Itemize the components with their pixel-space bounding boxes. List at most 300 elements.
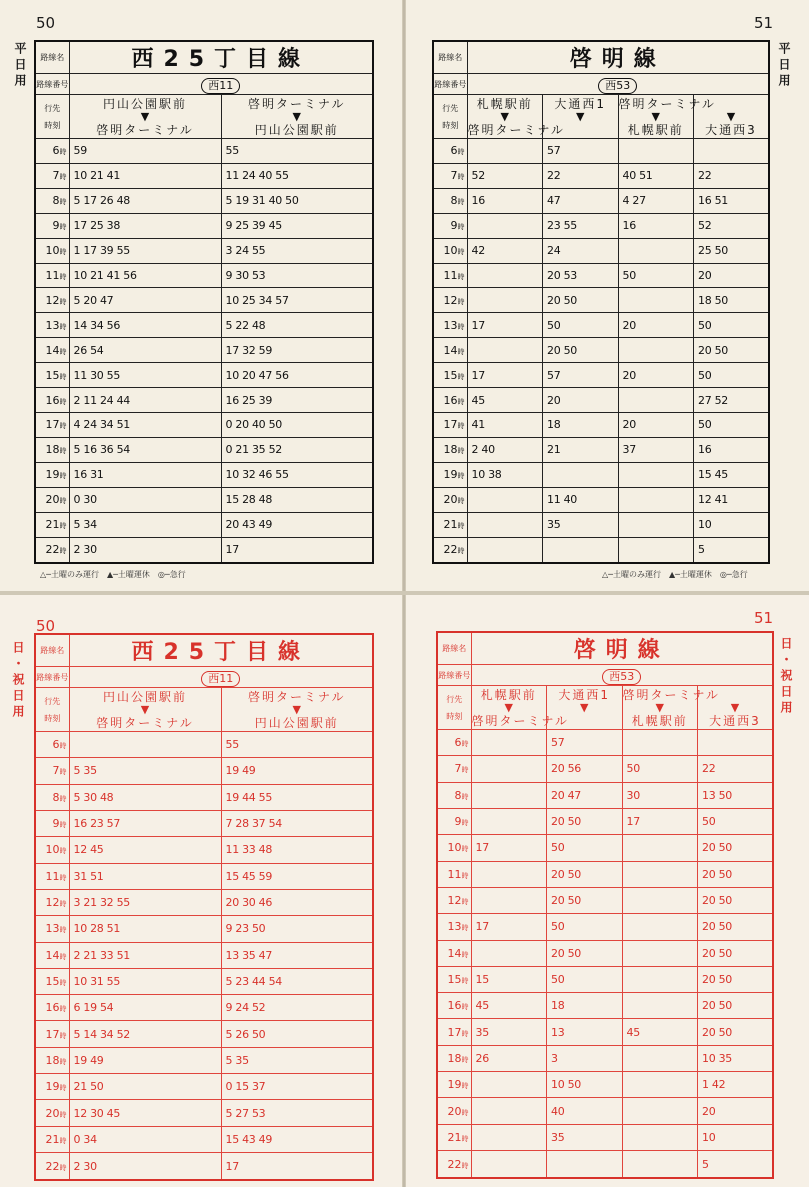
down-arrow-icon: ▼ xyxy=(504,700,513,714)
hour-number: 16 xyxy=(45,393,60,407)
hour-number: 17 xyxy=(443,418,458,432)
minutes-cell: 26 54 xyxy=(69,338,221,363)
down-arrow-icon: ▼ xyxy=(580,700,589,714)
hour-cell xyxy=(35,139,69,164)
hour-cell xyxy=(35,213,69,238)
minutes-cell: 2 30 xyxy=(69,1153,221,1181)
hour-row xyxy=(35,732,373,758)
hour-cell xyxy=(35,810,69,836)
hour-number: 13 xyxy=(447,920,462,934)
minutes-cell xyxy=(622,861,698,887)
hour-row xyxy=(35,313,373,338)
hour-cell xyxy=(35,863,69,889)
hour-suffix: 時 xyxy=(457,347,465,356)
hour-number: 16 xyxy=(447,999,462,1013)
hour-suffix: 時 xyxy=(461,871,469,880)
minutes-cell xyxy=(471,861,547,887)
route-number-label: 路線番号 xyxy=(437,665,471,686)
hour-suffix: 時 xyxy=(59,1005,67,1014)
time-label-text: 時刻 xyxy=(442,120,459,130)
hour-number: 22 xyxy=(45,1159,60,1173)
hour-number: 7 xyxy=(450,169,458,183)
hour-suffix: 時 xyxy=(457,173,465,182)
minutes-cell: 20 50 xyxy=(698,993,774,1019)
hour-number: 16 xyxy=(443,393,458,407)
hour-suffix: 時 xyxy=(59,742,67,751)
hour-number: 12 xyxy=(45,293,60,307)
hour-row xyxy=(437,914,773,940)
side-label: 平日用 xyxy=(777,42,791,90)
hour-row xyxy=(35,758,373,784)
minutes-cell xyxy=(694,139,770,164)
hour-cell xyxy=(35,288,69,313)
hour-cell xyxy=(437,993,471,1019)
hour-number: 8 xyxy=(450,194,458,208)
hour-row xyxy=(433,238,769,263)
page-51-holiday xyxy=(406,595,809,1187)
minutes-cell: 20 56 xyxy=(547,756,623,782)
hour-suffix: 時 xyxy=(457,198,465,207)
hour-suffix: 時 xyxy=(461,792,469,801)
minutes-cell: 16 25 39 xyxy=(221,388,373,413)
page-number: 51 xyxy=(754,609,774,627)
minutes-cell: 50 xyxy=(618,263,694,288)
minutes-cell: 20 50 xyxy=(547,861,623,887)
hour-suffix: 時 xyxy=(59,1163,67,1172)
hour-row xyxy=(433,437,769,462)
minutes-cell: 20 xyxy=(618,363,694,388)
minutes-cell: 27 52 xyxy=(694,388,770,413)
hour-suffix: 時 xyxy=(59,198,67,207)
minutes-cell: 13 35 47 xyxy=(221,942,373,968)
hour-row xyxy=(35,837,373,863)
hour-row xyxy=(433,313,769,338)
hour-suffix: 時 xyxy=(461,898,469,907)
down-arrow-icon: ▼ xyxy=(140,109,150,123)
hour-cell xyxy=(35,732,69,758)
minutes-cell: 21 xyxy=(543,437,619,462)
hour-suffix: 時 xyxy=(59,847,67,856)
minutes-cell: 16 xyxy=(618,213,694,238)
hour-number: 12 xyxy=(45,896,60,910)
minutes-cell xyxy=(471,730,547,756)
hour-cell xyxy=(35,758,69,784)
side-label: 平日用 xyxy=(13,42,27,90)
minutes-cell: 30 xyxy=(622,782,698,808)
hour-number: 6 xyxy=(52,738,60,752)
minutes-cell: 20 50 xyxy=(547,887,623,913)
hour-cell xyxy=(35,1153,69,1181)
line-name: 啓明線 xyxy=(471,632,773,665)
hour-suffix: 時 xyxy=(59,322,67,331)
hour-suffix: 時 xyxy=(59,821,67,830)
hour-cell xyxy=(433,213,467,238)
hour-suffix: 時 xyxy=(59,794,67,803)
minutes-cell: 0 21 35 52 xyxy=(221,437,373,462)
hour-suffix: 時 xyxy=(461,1134,469,1143)
destination-label xyxy=(437,686,471,730)
minutes-cell: 50 xyxy=(694,412,770,437)
hour-number: 17 xyxy=(45,1027,60,1041)
hour-number: 14 xyxy=(45,343,60,357)
minutes-cell xyxy=(467,537,543,563)
hour-suffix: 時 xyxy=(457,522,465,531)
minutes-cell: 15 45 59 xyxy=(221,863,373,889)
hour-suffix: 時 xyxy=(461,950,469,959)
hour-number: 18 xyxy=(443,443,458,457)
minutes-cell: 2 40 xyxy=(467,437,543,462)
direction-to: 大通西3 xyxy=(709,713,761,728)
hour-number: 22 xyxy=(447,1157,462,1171)
minutes-cell: 10 31 55 xyxy=(69,968,221,994)
minutes-cell: 42 xyxy=(467,238,543,263)
hour-row xyxy=(437,1072,773,1098)
hour-suffix: 時 xyxy=(59,397,67,406)
minutes-cell: 10 xyxy=(694,512,770,537)
hour-cell xyxy=(433,412,467,437)
minutes-cell: 16 51 xyxy=(694,188,770,213)
minutes-cell: 4 24 34 51 xyxy=(69,412,221,437)
minutes-cell: 50 xyxy=(547,835,623,861)
hour-suffix: 時 xyxy=(59,952,67,961)
minutes-cell: 11 40 xyxy=(543,487,619,512)
minutes-cell xyxy=(618,338,694,363)
hour-row xyxy=(437,993,773,1019)
minutes-cell: 26 xyxy=(471,1045,547,1071)
minutes-cell: 15 28 48 xyxy=(221,487,373,512)
hour-number: 10 xyxy=(45,843,60,857)
minutes-cell: 16 23 57 xyxy=(69,810,221,836)
hour-suffix: 時 xyxy=(461,845,469,854)
minutes-cell: 25 50 xyxy=(694,238,770,263)
page-number: 51 xyxy=(754,14,774,32)
minutes-cell: 12 41 xyxy=(694,487,770,512)
hour-cell xyxy=(433,487,467,512)
page-number: 50 xyxy=(36,617,56,635)
minutes-cell: 17 xyxy=(221,537,373,563)
direction-to: 円山公園駅前 xyxy=(254,715,339,730)
hour-cell xyxy=(433,512,467,537)
minutes-cell: 19 49 xyxy=(221,758,373,784)
hour-cell xyxy=(35,968,69,994)
hour-number: 21 xyxy=(45,1132,60,1146)
minutes-cell: 10 28 51 xyxy=(69,916,221,942)
minutes-cell: 1 42 xyxy=(698,1072,774,1098)
direction-to: 啓明ターミナル xyxy=(467,122,565,137)
hour-number: 22 xyxy=(45,543,60,557)
direction-header xyxy=(471,686,569,730)
hour-number: 9 xyxy=(454,815,462,829)
minutes-cell xyxy=(622,1072,698,1098)
hour-number: 8 xyxy=(52,790,60,804)
route-number-badge: 西11 xyxy=(201,78,240,94)
hour-suffix: 時 xyxy=(59,978,67,987)
timetable xyxy=(436,631,774,1179)
minutes-cell: 0 30 xyxy=(69,487,221,512)
hour-number: 20 xyxy=(45,493,60,507)
minutes-cell: 18 xyxy=(543,412,619,437)
hour-number: 18 xyxy=(45,443,60,457)
direction-header xyxy=(221,688,373,732)
minutes-cell: 5 30 48 xyxy=(69,784,221,810)
hour-cell xyxy=(35,512,69,537)
minutes-cell xyxy=(471,1098,547,1124)
minutes-cell: 20 53 xyxy=(543,263,619,288)
hour-number: 7 xyxy=(52,169,60,183)
hour-cell xyxy=(35,1126,69,1152)
hour-row xyxy=(35,263,373,288)
hour-suffix: 時 xyxy=(461,924,469,933)
hour-suffix: 時 xyxy=(461,1003,469,1012)
minutes-cell: 4 27 xyxy=(618,188,694,213)
destination-label-text: 行先 xyxy=(446,694,463,704)
hour-cell xyxy=(35,338,69,363)
hour-suffix: 時 xyxy=(59,447,67,456)
minutes-cell xyxy=(622,1045,698,1071)
direction-from: 円山公園駅前 xyxy=(102,689,187,704)
hour-row xyxy=(437,808,773,834)
down-arrow-icon: ▼ xyxy=(651,109,660,123)
page-51-weekday xyxy=(406,0,809,591)
minutes-cell: 20 xyxy=(543,388,619,413)
minutes-cell xyxy=(622,1124,698,1150)
minutes-cell xyxy=(471,808,547,834)
direction-from: 札幌駅前 xyxy=(480,687,537,702)
minutes-cell xyxy=(618,537,694,563)
hour-number: 21 xyxy=(447,1130,462,1144)
minutes-cell: 5 23 44 54 xyxy=(221,968,373,994)
minutes-cell xyxy=(622,730,698,756)
direction-from: 啓明ターミナル xyxy=(618,96,716,111)
hour-row xyxy=(35,1074,373,1100)
minutes-cell: 45 xyxy=(622,1019,698,1045)
hour-suffix: 時 xyxy=(457,447,465,456)
hour-number: 20 xyxy=(447,1104,462,1118)
hour-row xyxy=(35,412,373,437)
line-name: 西25丁目線 xyxy=(69,634,373,667)
hour-suffix: 時 xyxy=(59,1110,67,1119)
minutes-cell xyxy=(622,835,698,861)
minutes-cell: 10 xyxy=(698,1124,774,1150)
hour-row xyxy=(35,810,373,836)
minutes-cell xyxy=(467,139,543,164)
hour-cell xyxy=(437,1045,471,1071)
hour-cell xyxy=(35,412,69,437)
hour-suffix: 時 xyxy=(59,1084,67,1093)
minutes-cell: 14 34 56 xyxy=(69,313,221,338)
minutes-cell xyxy=(467,512,543,537)
minutes-cell: 20 50 xyxy=(698,966,774,992)
direction-to: 大通西3 xyxy=(705,122,757,137)
hour-number: 10 xyxy=(443,244,458,258)
time-label-text: 時刻 xyxy=(44,120,61,130)
hour-cell xyxy=(437,887,471,913)
minutes-cell: 10 21 41 56 xyxy=(69,263,221,288)
hour-number: 6 xyxy=(450,144,458,158)
hour-row xyxy=(437,1151,773,1179)
hour-row xyxy=(35,462,373,487)
hour-cell xyxy=(437,1124,471,1150)
minutes-cell: 5 20 47 xyxy=(69,288,221,313)
hour-row xyxy=(433,288,769,313)
minutes-cell xyxy=(471,782,547,808)
minutes-cell: 5 26 50 xyxy=(221,1021,373,1047)
hour-suffix: 時 xyxy=(461,819,469,828)
route-number-label: 路線番号 xyxy=(433,74,467,95)
hour-suffix: 時 xyxy=(457,547,465,556)
hour-suffix: 時 xyxy=(59,1031,67,1040)
hour-row xyxy=(35,1153,373,1181)
minutes-cell: 55 xyxy=(221,732,373,758)
minutes-cell xyxy=(547,1151,623,1179)
hour-cell xyxy=(437,1072,471,1098)
minutes-cell: 10 20 47 56 xyxy=(221,363,373,388)
hour-row xyxy=(437,940,773,966)
down-arrow-icon: ▼ xyxy=(730,700,740,714)
down-arrow-icon: ▼ xyxy=(140,702,150,716)
hour-suffix: 時 xyxy=(59,248,67,257)
hour-cell xyxy=(35,837,69,863)
hour-suffix: 時 xyxy=(59,1136,67,1145)
down-arrow-icon: ▼ xyxy=(292,109,301,123)
hour-row xyxy=(35,784,373,810)
route-number-badge: 西53 xyxy=(602,669,641,685)
minutes-cell: 1 17 39 55 xyxy=(69,238,221,263)
hour-row xyxy=(35,388,373,413)
minutes-cell: 10 25 34 57 xyxy=(221,288,373,313)
minutes-cell: 17 xyxy=(622,808,698,834)
hour-number: 19 xyxy=(443,468,458,482)
hour-cell xyxy=(433,139,467,164)
hour-cell xyxy=(35,916,69,942)
route-number-label: 路線番号 xyxy=(35,74,69,95)
direction-to: 啓明ターミナル xyxy=(471,713,569,728)
minutes-cell: 50 xyxy=(543,313,619,338)
hour-suffix: 時 xyxy=(59,297,67,306)
destination-label-text: 行先 xyxy=(44,696,61,706)
minutes-cell: 3 21 32 55 xyxy=(69,889,221,915)
hour-row xyxy=(35,1047,373,1073)
hour-cell xyxy=(35,363,69,388)
hour-cell xyxy=(35,462,69,487)
minutes-cell: 20 xyxy=(618,313,694,338)
minutes-cell: 22 xyxy=(698,756,774,782)
hour-suffix: 時 xyxy=(59,497,67,506)
minutes-cell: 20 30 46 xyxy=(221,889,373,915)
hour-suffix: 時 xyxy=(59,873,67,882)
minutes-cell: 13 xyxy=(547,1019,623,1045)
minutes-cell: 21 50 xyxy=(69,1074,221,1100)
destination-label xyxy=(433,95,467,139)
hour-row xyxy=(35,968,373,994)
destination-label xyxy=(35,95,69,139)
time-label-text: 時刻 xyxy=(446,711,463,721)
hour-cell xyxy=(35,188,69,213)
minutes-cell: 5 17 26 48 xyxy=(69,188,221,213)
hour-number: 18 xyxy=(447,1051,462,1065)
hour-suffix: 時 xyxy=(461,740,469,749)
hour-row xyxy=(433,263,769,288)
hour-suffix: 時 xyxy=(59,472,67,481)
line-name-label: 路線名 xyxy=(35,41,69,74)
minutes-cell: 11 30 55 xyxy=(69,363,221,388)
hour-suffix: 時 xyxy=(59,522,67,531)
direction-header xyxy=(69,688,221,732)
hour-row xyxy=(433,163,769,188)
minutes-cell: 0 34 xyxy=(69,1126,221,1152)
minutes-cell xyxy=(618,462,694,487)
side-label: 日・祝日用 xyxy=(779,637,793,717)
minutes-cell: 15 43 49 xyxy=(221,1126,373,1152)
hour-cell xyxy=(437,730,471,756)
minutes-cell: 11 33 48 xyxy=(221,837,373,863)
hour-row xyxy=(35,537,373,563)
hour-row xyxy=(35,188,373,213)
hour-number: 11 xyxy=(443,268,458,282)
minutes-cell xyxy=(622,914,698,940)
direction-to: 札幌駅前 xyxy=(627,122,684,137)
direction-header xyxy=(69,95,221,139)
minutes-cell: 5 xyxy=(694,537,770,563)
hour-suffix: 時 xyxy=(59,547,67,556)
hour-cell xyxy=(35,263,69,288)
hour-number: 13 xyxy=(45,318,60,332)
minutes-cell: 5 22 48 xyxy=(221,313,373,338)
minutes-cell: 2 21 33 51 xyxy=(69,942,221,968)
route-number-cell xyxy=(467,74,769,95)
hour-cell xyxy=(35,1047,69,1073)
minutes-cell xyxy=(622,966,698,992)
hour-number: 9 xyxy=(52,817,60,831)
hour-suffix: 時 xyxy=(457,422,465,431)
minutes-cell: 5 35 xyxy=(221,1047,373,1073)
hour-cell xyxy=(437,861,471,887)
hour-row xyxy=(437,861,773,887)
minutes-cell xyxy=(471,1124,547,1150)
down-arrow-icon: ▼ xyxy=(726,109,736,123)
minutes-cell: 50 xyxy=(547,966,623,992)
minutes-cell: 17 xyxy=(221,1153,373,1181)
minutes-cell xyxy=(622,887,698,913)
minutes-cell: 15 xyxy=(471,966,547,992)
hour-suffix: 時 xyxy=(457,248,465,257)
hour-row xyxy=(433,338,769,363)
minutes-cell: 20 50 xyxy=(543,288,619,313)
hour-row xyxy=(35,487,373,512)
legend: △─土曜のみ運行 ▲─土曜運休 ◎─急行 xyxy=(602,570,748,579)
minutes-cell: 9 30 53 xyxy=(221,263,373,288)
hour-suffix: 時 xyxy=(457,148,465,157)
hour-cell xyxy=(35,784,69,810)
hour-row xyxy=(35,139,373,164)
direction-from: 札幌駅前 xyxy=(476,96,533,111)
minutes-cell xyxy=(618,139,694,164)
route-number-label: 路線番号 xyxy=(35,667,69,688)
direction-from: 啓明ターミナル xyxy=(622,687,720,702)
minutes-cell xyxy=(622,993,698,1019)
hour-number: 15 xyxy=(447,972,462,986)
minutes-cell xyxy=(69,732,221,758)
minutes-cell: 15 45 xyxy=(694,462,770,487)
direction-from: 啓明ターミナル xyxy=(248,689,346,704)
minutes-cell xyxy=(622,1151,698,1179)
hour-cell xyxy=(433,363,467,388)
down-arrow-icon: ▼ xyxy=(292,702,301,716)
hour-number: 14 xyxy=(447,946,462,960)
hour-cell xyxy=(437,914,471,940)
minutes-cell: 45 xyxy=(467,388,543,413)
minutes-cell: 24 xyxy=(543,238,619,263)
